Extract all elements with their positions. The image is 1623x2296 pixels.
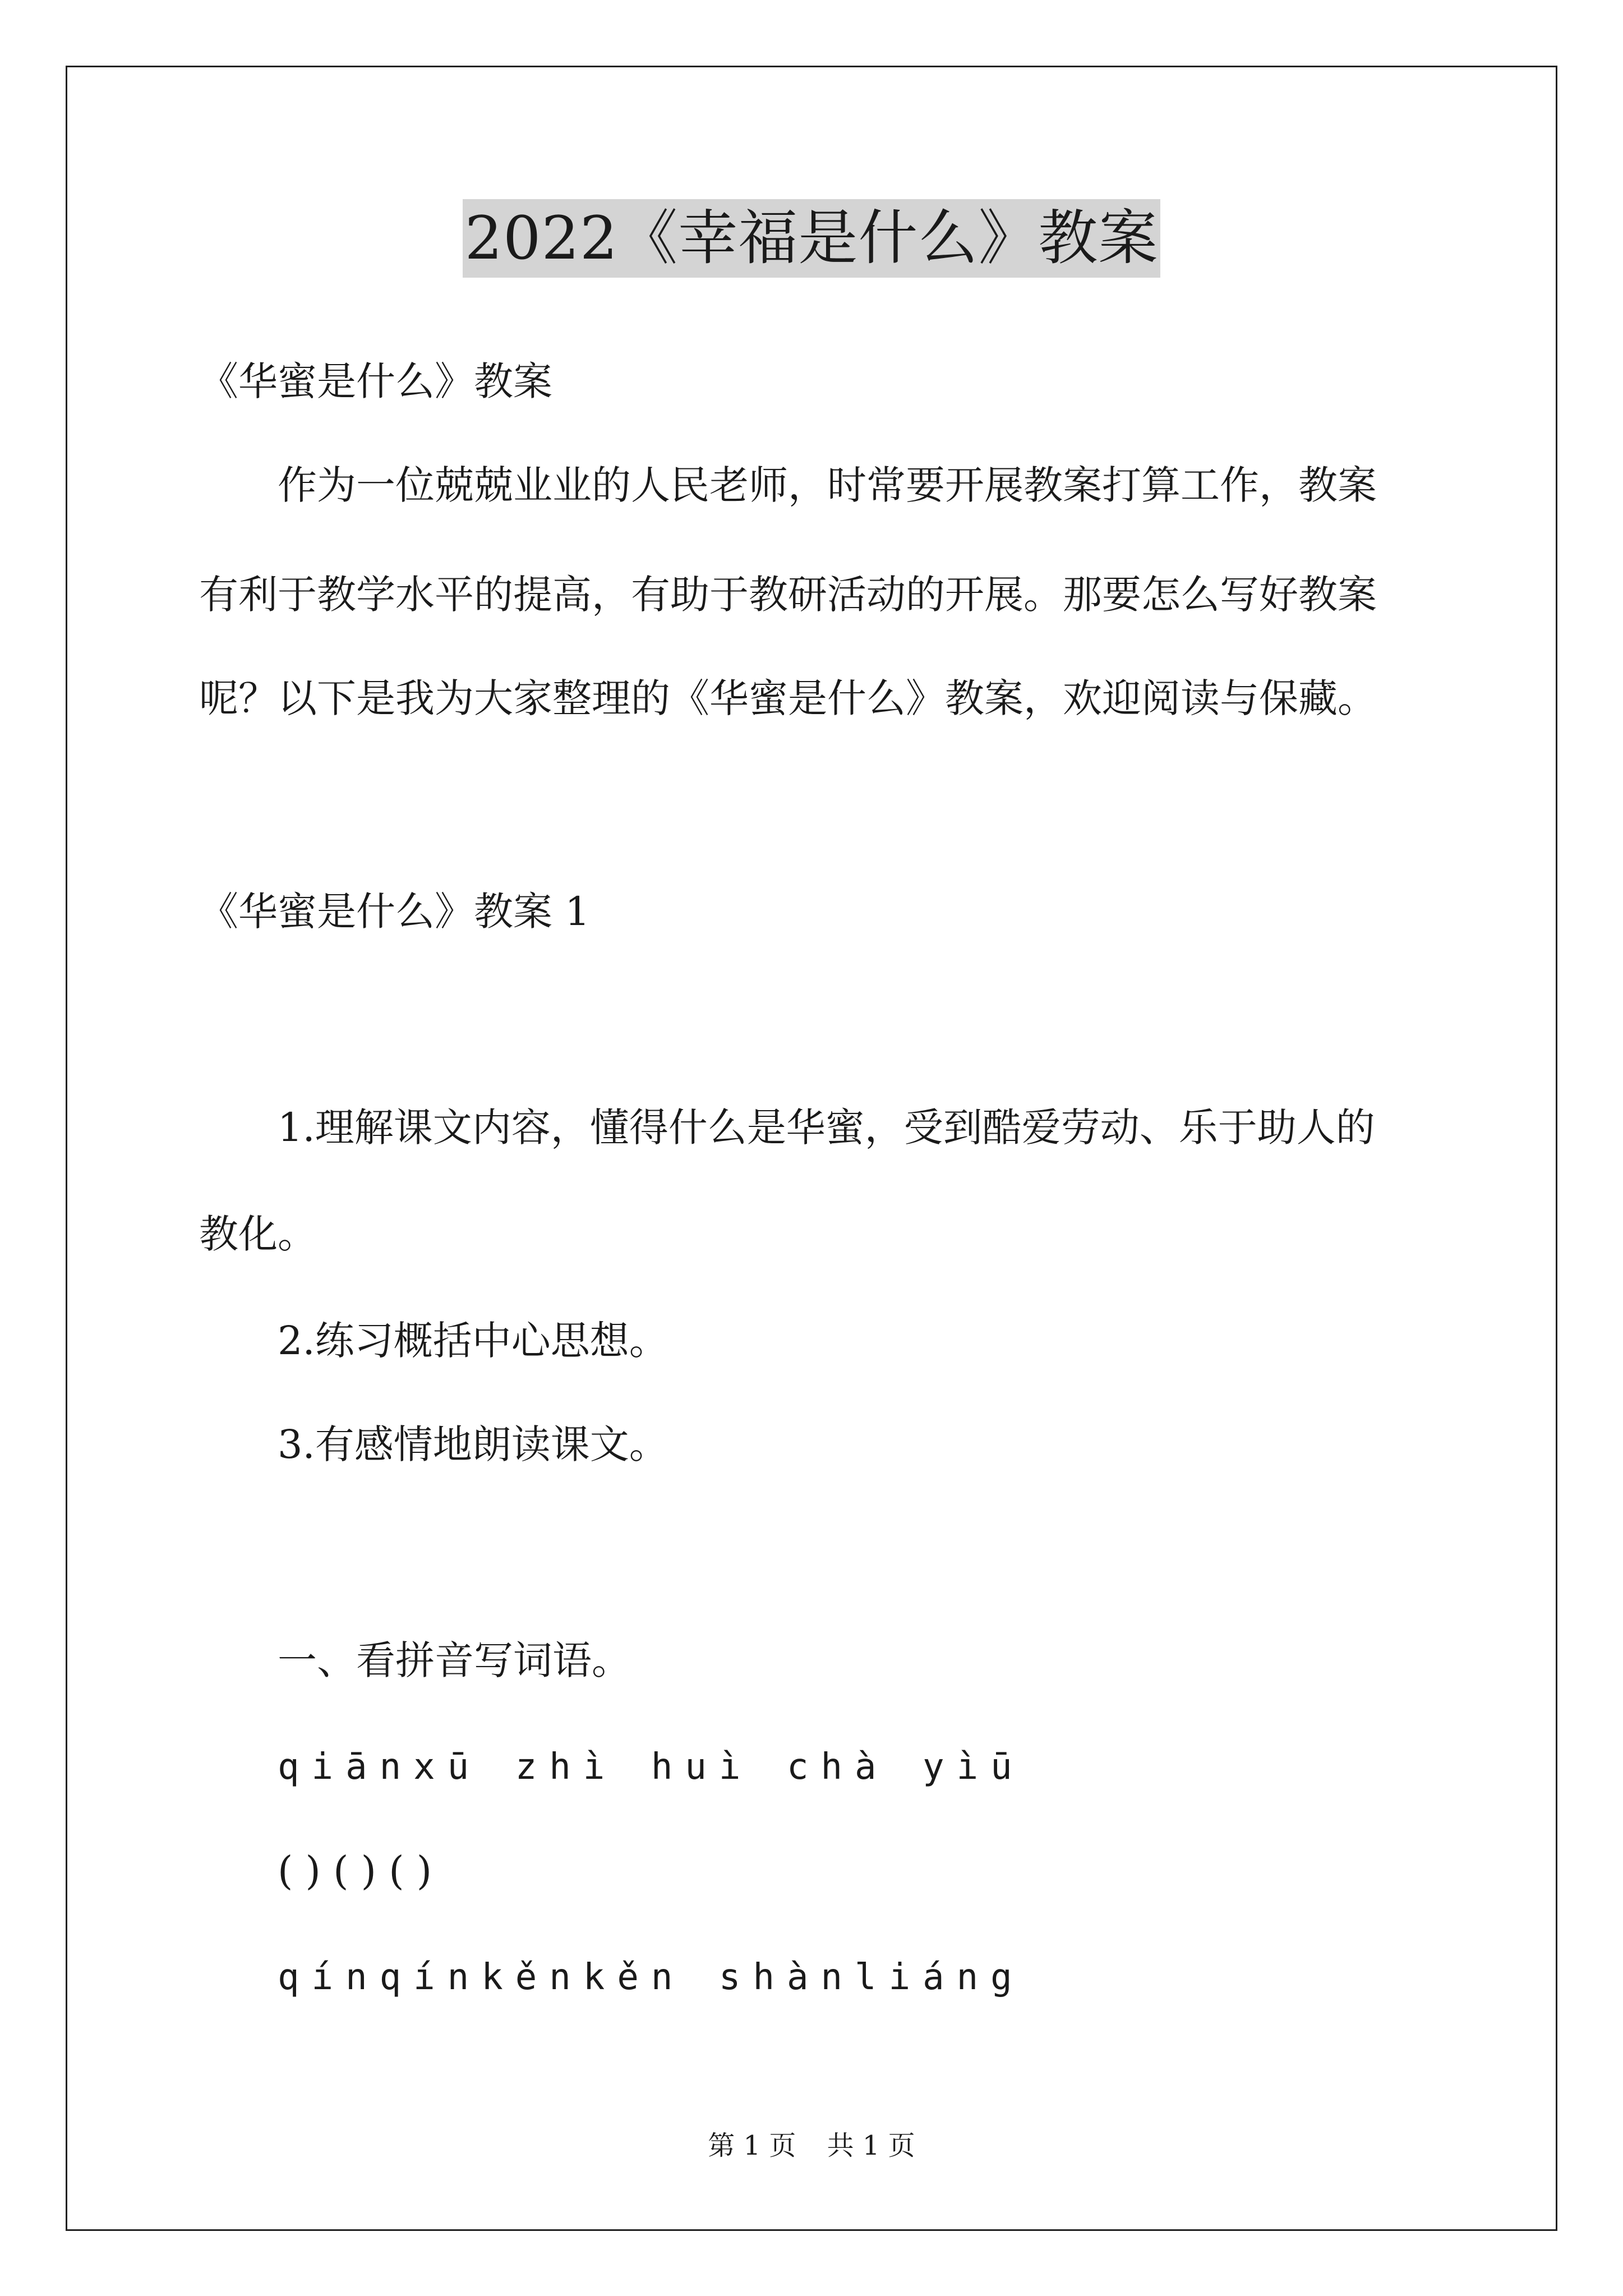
page-footer (0, 2126, 1623, 2165)
exercise-heading: 一、看拼音写词语。 (278, 1637, 631, 1683)
section-heading: 《华蜜是什么》教案 1 (199, 889, 590, 935)
objective-line-2: 教化。 (199, 1211, 317, 1257)
intro-line-2: 有利于教学水平的提高，有助于教研活动的开展。那要怎么写好教案 (199, 572, 1377, 618)
objective-line-1: 1.理解课文内容，懂得什么是华蜜，受到酷爱劳动、乐于助人的 (278, 1105, 1375, 1151)
document-title: 2022《幸福是什么》教案 (463, 199, 1161, 278)
pinyin-line-2: qínqínkěnkěn shànliáng (278, 1957, 1025, 1998)
objective-line-4: 3.有感情地朗读课文。 (278, 1421, 668, 1467)
blanks-line: ( ) ( ) ( ) (278, 1848, 432, 1894)
pinyin-line-1: qiānxū zhì huì chà yìū (278, 1746, 1025, 1788)
intro-line-1: 作为一位兢兢业业的人民老师，时常要开展教案打算工作，教案 (278, 462, 1377, 508)
page-number: 第 1 页 (708, 2130, 796, 2161)
document-subtitle: 《华蜜是什么》教案 (199, 358, 552, 404)
intro-line-3: 呢？以下是我为大家整理的《华蜜是什么》教案，欢迎阅读与保藏。 (199, 675, 1377, 721)
title-container (0, 199, 1623, 278)
objective-line-3: 2.练习概括中心思想。 (278, 1318, 668, 1364)
page-total: 共 1 页 (827, 2130, 915, 2161)
